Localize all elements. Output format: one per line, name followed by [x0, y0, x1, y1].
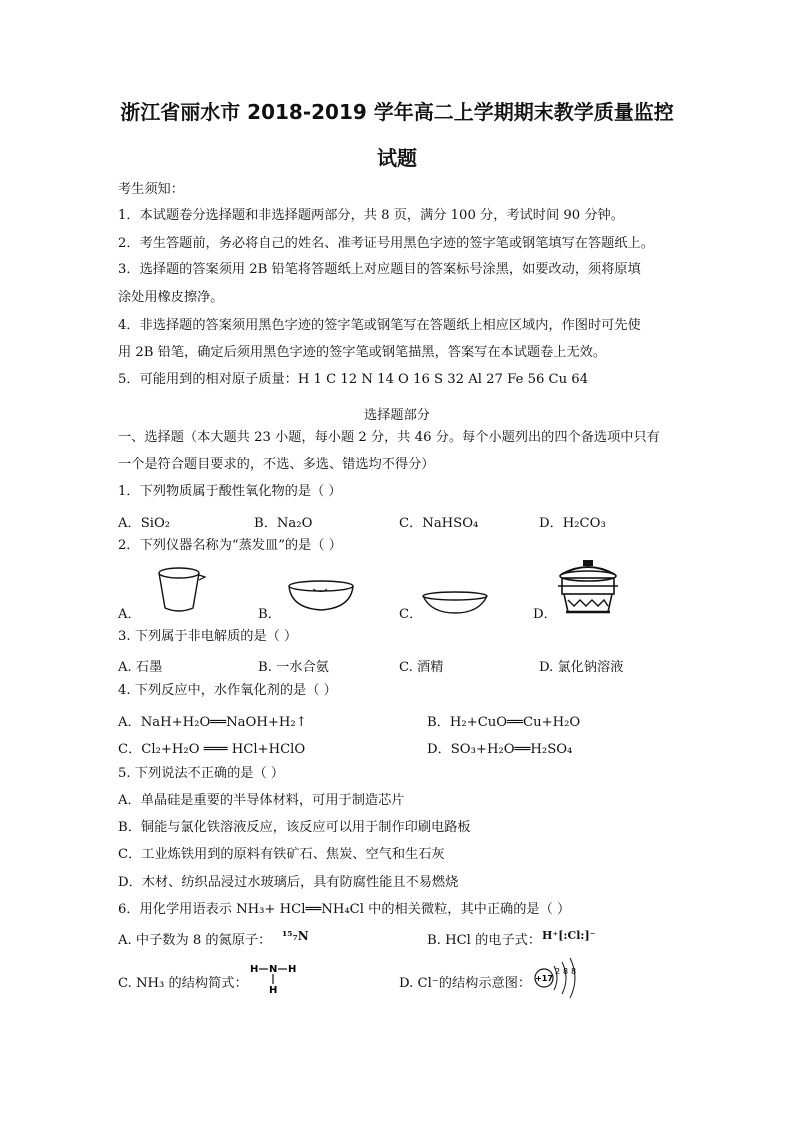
q2-option-d: D．	[533, 607, 557, 622]
section-intro: 一、选择题（本大题共 23 小题，每小题 2 分，共 46 分。每个小题列出的四个备选项中只有	[118, 430, 660, 445]
q4-option-b: B．H₂+CuO══Cu+H₂O	[427, 715, 581, 730]
q5-option-a: A．单晶硅是重要的半导体材料，可用于制造芯片	[118, 793, 405, 808]
section-intro: 一个是符合题目要求的，不选、多选、错选均不得分）	[118, 457, 435, 472]
ammonia-structure-diagram	[250, 962, 300, 996]
question-3-stem: 3. 下列属于非电解质的是（ ）	[118, 629, 298, 644]
watch-glass-image	[421, 591, 489, 615]
question-5-stem: 5. 下列说法不正确的是（ ）	[118, 766, 285, 781]
chloride-ion-diagram	[533, 960, 583, 1000]
q4-option-d: D．SO₃+H₂O══H₂SO₄	[427, 742, 573, 757]
q3-option-c: C. 酒精	[399, 660, 444, 675]
q1-option-d: D．H₂CO₃	[539, 516, 606, 531]
q1-option-c: C．NaHSO₄	[399, 516, 479, 531]
q6-option-a: A. 中子数为 8 的氮原子：	[118, 933, 272, 948]
q2-option-a: A．	[118, 607, 141, 622]
notice-item: 2．考生答题前，务必将自己的姓名、准考证号用黑色字迹的签字笔或钢笔填写在答题纸上。	[118, 236, 654, 251]
question-4-stem: 4. 下列反应中，水作氧化剂的是（ ）	[118, 683, 337, 698]
q5-option-c: C．工业炼铁用到的原料有铁矿石、焦炭、空气和生石灰	[118, 847, 445, 862]
question-1-stem: 1．下列物质属于酸性氧化物的是（ ）	[118, 484, 342, 499]
svg-text:H: H	[250, 964, 259, 975]
question-2-stem: 2．下列仪器名称为“蒸发皿”的是（ ）	[118, 538, 342, 553]
q5-option-d: D．木材、纺织品浸过水玻璃后，具有防腐性能且不易燃烧	[118, 875, 459, 890]
evaporating-dish-image	[287, 580, 357, 616]
svg-text:H: H	[288, 964, 297, 975]
q4-option-a: A．NaH+H₂O══NaOH+H₂↑	[118, 715, 307, 730]
notice-heading: 考生须知：	[118, 182, 184, 197]
q6-option-b: B. HCl 的电子式：	[427, 933, 542, 948]
notice-item: 用 2B 铅笔，确定后须用黑色字迹的签字笔或钢笔描黑，答案写在本试题卷上无效。	[118, 345, 607, 360]
q4-option-c: C．Cl₂+H₂O ═══ HCl+HClO	[118, 742, 306, 757]
electron-shell-counts: 2 8 8	[555, 967, 577, 976]
q3-option-b: B. 一水合氨	[258, 660, 329, 675]
exam-title: 浙江省丽水市 2018-2019 学年高二上学期期末教学质量监控	[120, 100, 674, 124]
q2-option-c: C．	[399, 607, 423, 622]
exam-title-line2: 试题	[377, 146, 417, 170]
q6-option-a-symbol: ¹⁵₇N	[282, 929, 309, 943]
q6-option-c: C. NH₃ 的结构简式：	[118, 976, 248, 991]
notice-item: 3．选择题的答案须用 2B 铅笔将答题纸上对应题目的答案标号涂黑，如要改动，须将原填	[118, 262, 641, 277]
covered-pot-image	[556, 560, 620, 618]
q6-option-b-formula: H⁺[:Cl:]⁻	[542, 929, 596, 942]
section-title: 选择题部分	[364, 408, 430, 423]
notice-item: 涂处用橡皮擦净。	[118, 290, 224, 305]
q6-option-d: D. Cl⁻的结构示意图：	[399, 976, 532, 991]
notice-item: 1．本试题卷分选择题和非选择题两部分，共 8 页，满分 100 分，考试时间 90 分钟。	[118, 208, 624, 223]
q3-option-a: A. 石墨	[118, 660, 163, 675]
notice-item: 4．非选择题的答案须用黑色字迹的签字笔或钢笔写在答题纸上相应区域内，作图时可先使	[118, 318, 641, 333]
question-6-stem: 6．用化学用语表示 NH₃+ HCl══NH₄Cl 中的相关微粒，其中正确的是（ ）	[118, 902, 571, 917]
svg-text:N: N	[269, 964, 278, 975]
svg-text:H: H	[269, 985, 278, 996]
q2-option-b: B．	[258, 607, 281, 622]
crucible-image	[155, 566, 211, 616]
q1-option-a: A．SiO₂	[118, 516, 171, 531]
q3-option-d: D. 氯化钠溶液	[539, 660, 624, 675]
nucleus-charge-label: +17	[535, 974, 553, 983]
q1-option-b: B．Na₂O	[254, 516, 313, 531]
q5-option-b: B．铜能与氯化铁溶液反应，该反应可以用于制作印刷电路板	[118, 820, 471, 835]
notice-item: 5．可能用到的相对原子质量：H 1 C 12 N 14 O 16 S 32 Al 27 Fe 56 Cu 64	[118, 372, 589, 387]
